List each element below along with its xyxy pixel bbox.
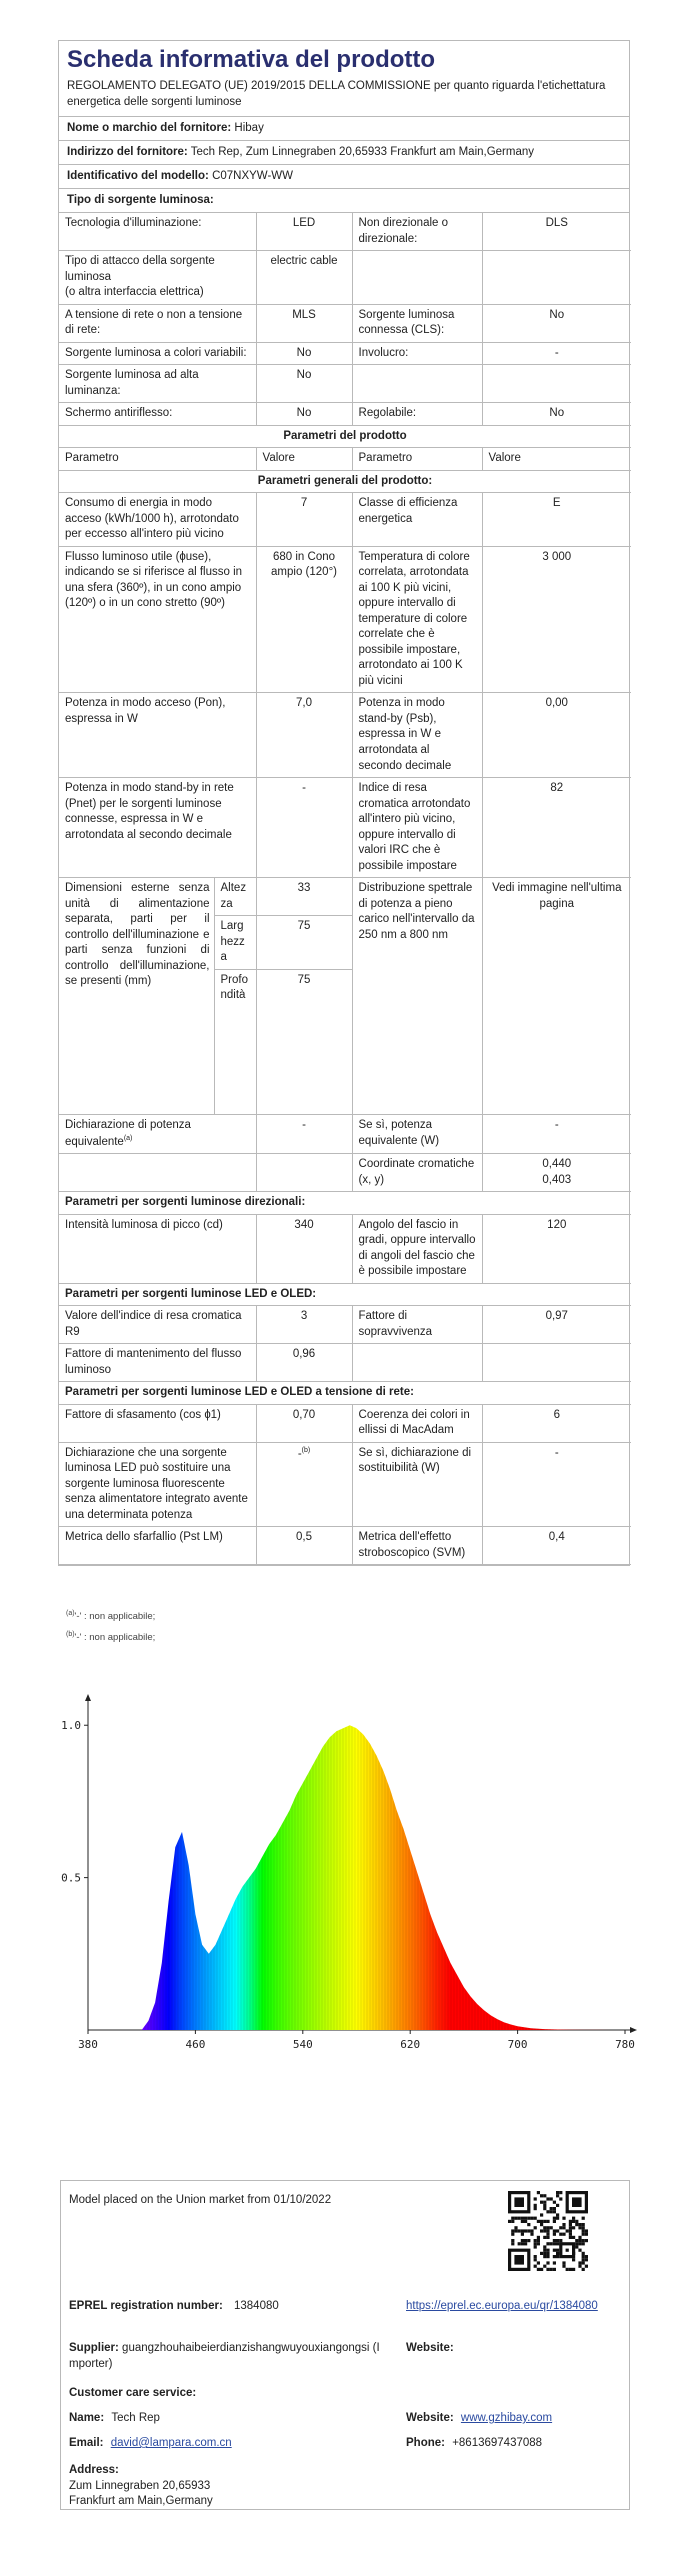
type-label: Tipo di sorgente luminosa: [67,194,214,207]
email-label: Email: [69,2437,104,2449]
type-row-label-right: Sorgente luminosa connessa (CLS): [352,304,482,342]
general-row-value-left: 7,0 [256,693,352,778]
contact-website-row [406,2411,552,2427]
type-row-value-left: No [256,342,352,365]
mains-block-head [59,1382,631,1405]
beam-angle-label: Angolo del fascio in gradi, oppure intervallo di angoli del fascio che è possibile impostare [352,1214,482,1283]
customer-care-heading [69,2386,196,2402]
mains-row-value-right: 0,4 [482,1527,631,1565]
chart-area [88,1710,625,2030]
type-row-label-left: Sorgente luminosa a colori variabili: [59,342,256,365]
general-row [59,693,631,778]
general-row-label-left: Flusso luminoso utile (ɸuse), indicando se si riferisce al flusso in una sfera (360º), in un cono ampio (120º) o in un cono stretto (90º) [59,546,256,693]
equivalent-row [59,1115,631,1154]
type-row [59,403,631,426]
mains-rows [59,1404,631,1565]
dimensions-label: Dimensioni esterne senza unità di alimentazione separata, parti per il controllo dell'illuminazione e parti senza funzioni di controllo dell'illuminazione, se presenti (mm) [59,878,214,1115]
type-row-label-left: A tensione di rete o non a tensione di rete: [59,304,256,342]
type-rows [59,213,631,425]
led-row-label-right: Fattore di sopravvivenza [352,1306,482,1344]
width-label: Larghezza [214,916,256,970]
x-tick-label: 380 [78,2038,98,2051]
spd-label: Distribuzione spettrale di potenza a pieno carico nell'intervallo da 250 nm a 800 nm [352,878,482,1115]
led-row-value-right [482,1344,631,1382]
led-section-title: Parametri per sorgenti luminose LED e OLED: [59,1283,631,1306]
footnote-b [66,1626,155,1647]
general-row-value-left: 7 [256,493,352,547]
address-line-1: Zum Linnegraben 20,65933 [69,2479,211,2492]
equivalent-row-value-right: - [482,1115,631,1154]
type-row-value-left: MLS [256,304,352,342]
qr-code-icon[interactable] [508,2191,588,2271]
general-row [59,778,631,878]
general-row-label-right: Potenza in modo stand-by (Psb), espressa in W e arrotondata al secondo decimale [352,693,482,778]
type-row-label-left: Tipo di attacco della sorgente luminosa (o altra interfaccia elettrica) [59,251,256,305]
footnote-a [66,1605,155,1626]
phone-label: Phone: [406,2437,445,2449]
type-row [59,213,631,251]
x-tick-label: 780 [615,2038,635,2051]
type-row-value-left: electric cable [256,251,352,305]
eprel-registration [69,2299,279,2315]
mains-row-label-right: Se sì, dichiarazione di sostituibilità (W) [352,1442,482,1527]
y-axis-arrow-icon [85,1694,91,1701]
y-tick-label: 1.0 [61,1719,81,1733]
model-label: Identificativo del modello: [67,170,209,183]
general-row-label-right: Classe di efficienza energetica [352,493,482,547]
phone-value: +8613697437088 [452,2437,543,2449]
dimensions-block [59,878,631,1115]
equivalent-row-label-right: Se sì, potenza equivalente (W) [352,1115,482,1154]
height-value: 33 [256,878,352,916]
type-row-label-left: Schermo antiriflesso: [59,403,256,426]
x-tick-label: 540 [292,2038,313,2051]
spectral-power-distribution-chart [50,1690,640,2090]
supplier-value: guangzhouhaibeierdianzishangwuyouxiangongsi (Importer) [69,2342,380,2370]
led-row-value-right: 0,97 [482,1306,631,1344]
email-link[interactable]: david@lampara.com.cn [110,2437,232,2449]
spd-value: Vedi immagine nell'ultima pagina [482,878,631,1115]
type-row-label-left: Tecnologia d'illuminazione: [59,213,256,251]
eprel-link[interactable]: https://eprel.ec.europa.eu/qr/1384080 [406,2300,598,2312]
eprel-card [60,2180,630,2510]
light-source-type-row [59,189,629,213]
equivalent-row-value-left [256,1154,352,1192]
address-block [69,2463,213,2510]
general-row-value-right: E [482,493,631,547]
page-title: Scheda informativa del prodotto [67,46,436,73]
equivalent-row-value-right: 0,440 0,403 [482,1154,631,1192]
general-section-title: Parametri generali del prodotto: [59,470,631,493]
equivalent-row [59,1154,631,1192]
mains-row-label-left: Dichiarazione che una sorgente luminosa LED può sostituire una sorgente luminosa fluorescente senza alimentatore integrato avente una determinata potenza [59,1442,256,1527]
footnote-a-mark: (a) [66,1610,75,1617]
name-value: Tech Rep [111,2412,160,2424]
footnote-b-text: '-' : non applicabile; [74,1632,156,1644]
mains-row-value-left: 0,5 [256,1527,352,1565]
general-row [59,546,631,693]
equivalent-row-label-right: Coordinate cromatiche (x, y) [352,1154,482,1192]
general-row [59,493,631,547]
mains-row-value-left: 0,70 [256,1404,352,1442]
type-row-value-right: DLS [482,213,631,251]
params-section-title: Parametri del prodotto [59,425,631,448]
mains-row [59,1442,631,1527]
website-label: Website: [406,2342,454,2354]
type-row-value-right: No [482,304,631,342]
led-rows [59,1306,631,1382]
sheet-header [59,41,629,117]
mains-row-label-left: Fattore di sfasamento (cos ɸ1) [59,1404,256,1442]
led-row-label-left: Valore dell'indice di resa cromatica R9 [59,1306,256,1344]
general-row-value-left: 680 in Cono ampio (120°) [256,546,352,693]
regulation-subtitle: REGOLAMENTO DELEGATO (UE) 2019/2015 DELLA COMMISSIONE per quanto riguarda l'etichettatura energetica delle sorgenti luminose [67,80,606,108]
address-label: Indirizzo del fornitore: [67,146,188,159]
col-value-right: Valore [482,448,631,471]
email-row [69,2436,232,2452]
type-row-value-right: No [482,403,631,426]
equivalent-rows [59,1115,631,1192]
general-row-value-right: 0,00 [482,693,631,778]
general-row-value-right: 82 [482,778,631,878]
brand-value: Hibay [234,122,264,135]
type-row [59,251,631,305]
general-row-label-left: Consumo di energia in modo acceso (kWh/1000 h), arrotondato per eccesso all'intero più vicino [59,493,256,547]
general-row-label-left: Potenza in modo stand-by in rete (Pnet) per le sorgenti luminose connesse, espressa in W e arrotondata al secondo decimale [59,778,256,878]
width-value: 75 [256,916,352,970]
general-row-label-right: Indice di resa cromatica arrotondato all'intero più vicino, oppure intervallo di valori IRC che è possibile impostare [352,778,482,878]
params-header [59,425,631,493]
mains-row-value-left: -$^{(b)}$ [256,1442,352,1527]
brand-label: Nome o marchio del fornitore: [67,122,232,135]
dimensions-spacer-2 [256,1007,352,1115]
col-param-left: Parametro [59,448,256,471]
type-row-value-right: - [482,342,631,365]
col-param-right: Parametro [352,448,482,471]
footnote-b-mark: (b) [66,1631,75,1639]
model-identifier-row [59,165,629,189]
directional-block [59,1192,631,1306]
general-row-label-right: Temperatura di colore correlata, arrotondata ai 100 K più vicini, oppure intervallo di temperature di colore correlate che è possibile impostare, arrotondato ai 100 K più vicini [352,546,482,693]
depth-value: 75 [256,969,352,1007]
general-row-value-left: - [256,778,352,878]
placed-on-market: Model placed on the Union market from 01/10/2022 [69,2194,332,2206]
directional-section-title: Parametri per sorgenti luminose direzionali: [59,1192,631,1215]
supplier-label: Supplier: [69,2342,119,2354]
type-row-value-left: No [256,365,352,403]
eprel-link-wrap [406,2299,606,2315]
led-row [59,1344,631,1382]
peak-intensity-value: 340 [256,1214,352,1283]
name-label: Name: [69,2412,105,2424]
type-row-label-right [352,251,482,305]
main-table-wrap [59,213,629,1565]
eprel-value: 1384080 [234,2300,279,2312]
customer-care-label: Customer care service: [69,2387,197,2399]
type-row-value-right [482,251,631,305]
website2-label: Website: [406,2412,454,2424]
x-axis-arrow-icon [630,2027,637,2033]
footnotes [66,1605,155,1647]
website2-link[interactable]: www.gzhibay.com [460,2412,553,2424]
type-row [59,342,631,365]
contact-name-row [69,2411,160,2427]
dimensions-spacer [214,1007,256,1115]
mains-row-label-right: Metrica dell'effetto stroboscopico (SVM) [352,1527,482,1565]
supplier-row [69,2341,389,2372]
type-row-value-left: No [256,403,352,426]
footnote-b-ref: (b) [301,1446,311,1454]
peak-intensity-label: Intensità luminosa di picco (cd) [59,1214,256,1283]
led-row-value-left: 3 [256,1306,352,1344]
y-tick-label: 0.5 [61,1871,81,1885]
col-value-left: Valore [256,448,352,471]
led-row-value-left: 0,96 [256,1344,352,1382]
footnote-a-text: '-' : non applicabile; [74,1611,156,1623]
mains-row [59,1404,631,1442]
eprel-label: EPREL registration number: [69,2300,223,2312]
website-row [406,2341,454,2357]
parameter-table [59,213,631,1565]
mains-row-value-right: 6 [482,1404,631,1442]
depth-label: Profondità [214,969,256,1007]
mains-section-title: Parametri per sorgenti luminose LED e OLED a tensione di rete: [59,1382,631,1405]
led-row-label-right [352,1344,482,1382]
address-value: Tech Rep, Zum Linnegraben 20,65933 Frankfurt am Main,Germany [190,146,535,159]
mains-row-value-right: - [482,1442,631,1527]
mains-row [59,1527,631,1565]
model-value: C07NXYW-WW [212,170,293,183]
product-information-sheet [58,40,630,1566]
supplier-brand-row [59,117,629,141]
type-row-label-right [352,365,482,403]
type-row-value-left: LED [256,213,352,251]
equivalent-row-label-left [59,1154,256,1192]
equivalent-row-label-left: Dichiarazione di potenza equivalente$^{(a)}$ [59,1115,256,1154]
type-row-value-right [482,365,631,403]
type-row-label-right: Non direzionale o direzionale: [352,213,482,251]
x-tick-label: 460 [185,2038,206,2051]
type-row-label-right: Involucro: [352,342,482,365]
mains-row-label-left: Metrica dello sfarfallio (Pst LM) [59,1527,256,1565]
mains-row-label-right: Coerenza dei colori in ellissi di MacAdam [352,1404,482,1442]
type-row-label-right: Regolabile: [352,403,482,426]
type-row [59,365,631,403]
general-row-label-left: Potenza in modo acceso (Pon), espressa in W [59,693,256,778]
footnote-a-ref: (a) [123,1134,133,1142]
supplier-address-row [59,141,629,165]
general-rows [59,493,631,878]
height-label: Altezza [214,878,256,916]
x-tick-label: 620 [400,2038,421,2051]
led-row [59,1306,631,1344]
beam-angle-value: 120 [482,1214,631,1283]
x-tick-label: 700 [507,2038,528,2051]
phone-row [406,2436,542,2452]
address-line-2: Frankfurt am Main,Germany [69,2495,213,2508]
type-row-label-left: Sorgente luminosa ad alta luminanza: [59,365,256,403]
general-row-value-right: 3 000 [482,546,631,693]
equivalent-row-value-left: - [256,1115,352,1154]
type-row [59,304,631,342]
address-label: Address: [69,2464,119,2476]
led-row-label-left: Fattore di mantenimento del flusso luminoso [59,1344,256,1382]
